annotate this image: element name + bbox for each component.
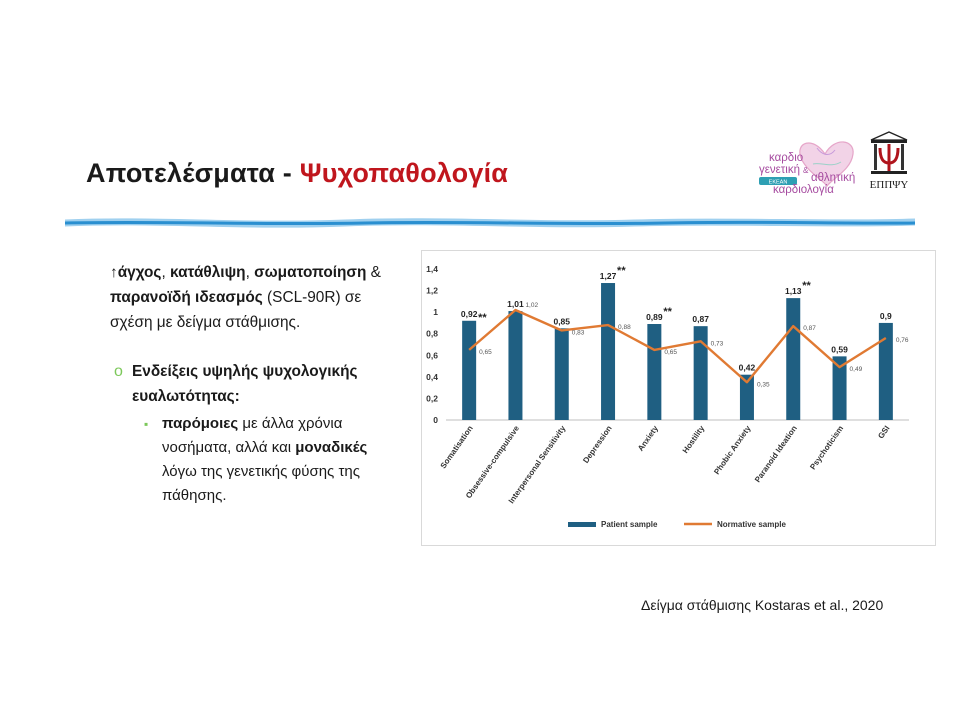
patient-bar — [879, 323, 893, 420]
chart-container — [421, 250, 936, 546]
category-label: Somatisation — [438, 423, 475, 471]
up-arrow-icon: ↑ — [110, 264, 118, 281]
category-label: Depression — [581, 423, 614, 465]
patient-value-label: 0,85 — [553, 316, 571, 327]
significance-mark: ** — [663, 306, 672, 319]
legend-patient-label: Patient sample — [601, 520, 658, 529]
category-label: Hostility — [680, 423, 707, 456]
keyword-somatisation: σωματοποίηση — [254, 264, 367, 281]
intro-rest: (SCL-90R) σε σχέση με δείγμα στάθμισης. — [110, 289, 362, 331]
y-tick-label: 0 — [433, 415, 438, 425]
normative-line — [469, 310, 886, 382]
patient-bar — [786, 298, 800, 420]
category-label: Interpersonal Sensitivity — [506, 423, 568, 506]
category-label: Obsessive-compulsive — [463, 423, 522, 501]
normative-value-label: 0,83 — [571, 329, 585, 337]
patient-value-label: 0,87 — [692, 314, 709, 325]
title-underline-wave — [65, 213, 915, 233]
eppsy-logo — [865, 130, 913, 192]
scl90r-chart — [422, 251, 935, 545]
page-title — [86, 158, 508, 189]
keyword-depression: κατάθλιψη — [170, 264, 246, 281]
circle-bullet-icon: o — [114, 363, 123, 380]
patient-value-label: 0,59 — [831, 344, 848, 355]
y-tick-label: 0,2 — [426, 393, 438, 404]
normative-value-label: 1,02 — [525, 301, 539, 309]
sub-bullet: ▪ παρόμοιες με άλλα χρόνια νοσήματα, αλλά και μοναδικές λόγω της γενετικής φύσης της πάθησης. — [140, 412, 395, 508]
summary-text — [110, 260, 395, 508]
patient-bar — [601, 283, 615, 420]
patient-bar — [462, 321, 476, 420]
patient-value-label: 0,9 — [879, 310, 892, 321]
patient-bar — [647, 324, 661, 420]
category-label: Phobic Anxiety — [712, 423, 753, 477]
keyword-similar: παρόμοιες — [162, 415, 239, 432]
main-bullet-text: Ενδείξεις υψηλής ψυχολογικής ευαλωτότητας: — [132, 363, 358, 405]
significance-mark: ** — [802, 280, 811, 293]
footnote: Δείγμα στάθμισης Kostaras et al., 2020 — [641, 597, 884, 613]
y-tick-label: 1,2 — [426, 285, 438, 296]
logo-line-2: γενετική — [759, 164, 800, 176]
normative-value-label: 0,76 — [895, 337, 909, 345]
significance-mark: ** — [478, 311, 487, 324]
patient-value-label: 0,42 — [738, 362, 756, 373]
patient-bar — [555, 328, 569, 420]
main-bullet — [110, 359, 395, 409]
y-tick-label: 0,6 — [426, 350, 438, 361]
title-accent: Ψυχοπαθολογία — [299, 158, 509, 188]
keyword-paranoid: παρανοϊδή ιδεασμός — [110, 289, 263, 306]
significance-mark: ** — [617, 265, 626, 278]
y-tick-label: 1 — [433, 307, 438, 318]
normative-value-label: 0,65 — [664, 348, 678, 356]
square-bullet-icon: ▪ — [144, 417, 149, 431]
patient-value-label: 0,92 — [460, 308, 478, 319]
legend-normative-label: Normative sample — [717, 520, 786, 529]
category-label: Paranoid Ideation — [753, 423, 799, 485]
logo-line-5: καρδιολογία — [773, 184, 834, 196]
normative-value-label: 0,88 — [618, 324, 631, 332]
y-tick-label: 0,8 — [426, 328, 438, 339]
category-label: GSI — [876, 423, 892, 441]
y-tick-label: 0,4 — [426, 371, 438, 382]
normative-value-label: 0,49 — [849, 366, 863, 374]
title-prefix: Αποτελέσματα - — [86, 158, 300, 188]
category-label: Anxiety — [636, 423, 660, 453]
normative-value-label: 0,87 — [803, 325, 816, 333]
y-tick-label: 1,4 — [426, 264, 438, 274]
patient-bar — [508, 311, 522, 420]
patient-value-label: 1,01 — [507, 299, 524, 310]
logo-line-1: καρδιο — [769, 152, 804, 164]
patient-value-label: 1,13 — [784, 286, 802, 297]
legend-patient-swatch — [568, 522, 596, 527]
normative-value-label: 0,73 — [710, 340, 724, 348]
patient-value-label: 1,27 — [599, 271, 617, 282]
eppsy-logo-text: ΕΠΠΨΥ — [869, 179, 909, 191]
normative-value-label: 0,65 — [479, 348, 492, 356]
category-label: Psychoticism — [808, 423, 846, 472]
normative-value-label: 0,35 — [756, 381, 770, 389]
logo-line-3: & — [803, 166, 809, 175]
logo-line-4: αθλητική — [811, 172, 856, 184]
logo-line-6: ΕΚΕΑΝ — [768, 179, 788, 186]
cardio-genetics-logo — [755, 128, 857, 206]
keyword-unique: μοναδικές — [295, 439, 368, 456]
patient-value-label: 0,89 — [646, 312, 663, 323]
keyword-anxiety: άγχος — [117, 264, 162, 281]
intro-paragraph: ↑άγχος, κατάθλιψη, σωματοποίηση & παρανοϊδή ιδεασμός (SCL-90R) σε σχέση με δείγμα στάθμισης. — [110, 264, 381, 331]
